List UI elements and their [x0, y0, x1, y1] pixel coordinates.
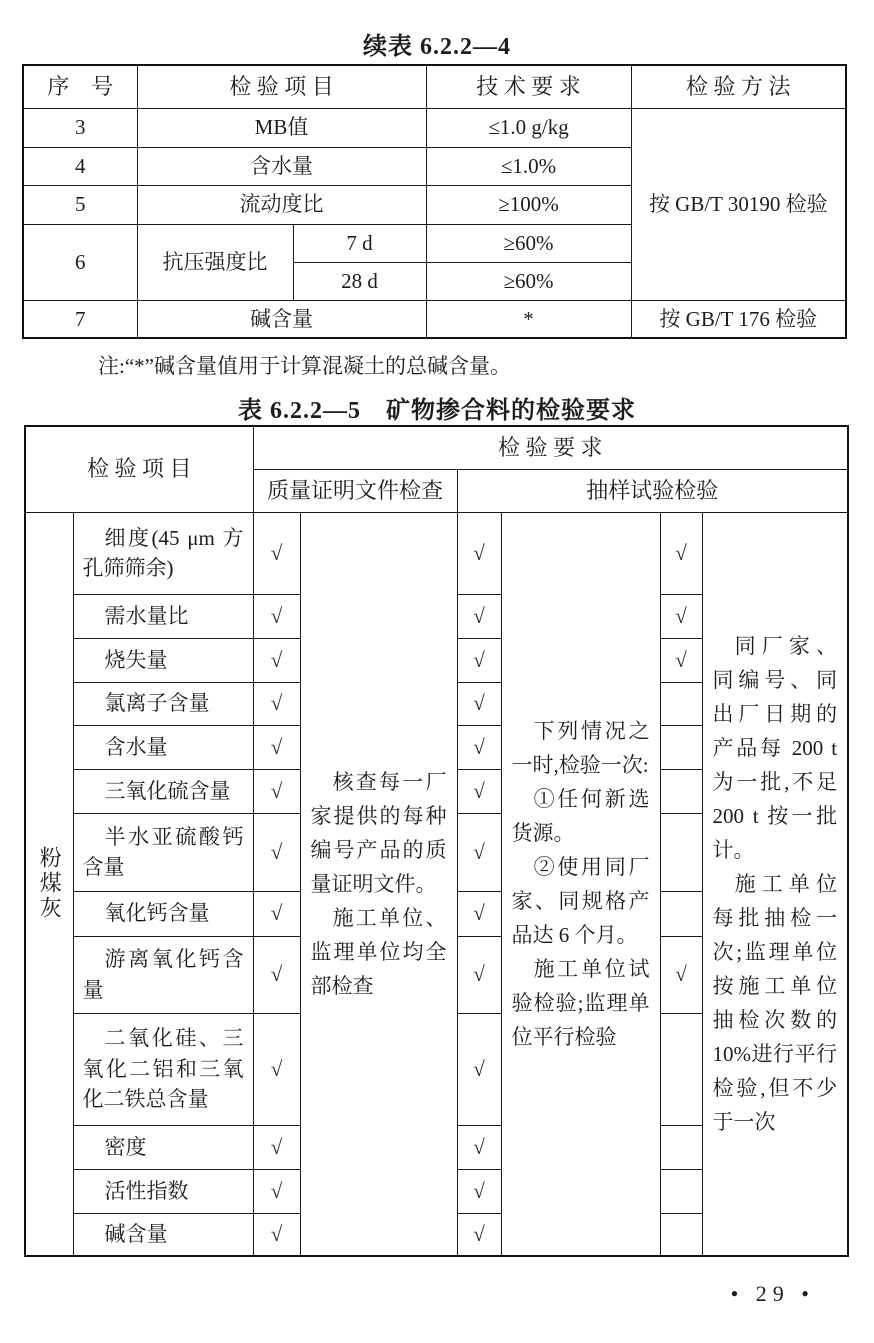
sample-check-cell: √	[457, 1013, 501, 1125]
doc-check-paragraph: 施工单位、监理单位均全部检查	[310, 905, 447, 998]
item-cell: 细度(45 μm 方孔筛筛余)	[73, 512, 253, 594]
no-cell: 7	[23, 300, 137, 338]
sample-check-cell: √	[457, 1213, 501, 1256]
table2-mineral-admixture-requirements	[24, 425, 849, 1257]
item-cell: 抗压强度比	[137, 224, 293, 300]
sample-batch-paragraph: 同厂家、同编号、同出厂日期的产品每 200 t 为一批,不足 200 t 按一批计。	[712, 633, 838, 862]
doc-check-text-cell	[300, 512, 457, 1256]
parallel-check-cell	[660, 1125, 702, 1169]
parallel-check-cell: √	[660, 594, 702, 638]
item-cell: MB值	[137, 108, 426, 147]
doc-check-cell: √	[253, 891, 300, 936]
doc-check-cell: √	[253, 682, 300, 725]
no-cell: 5	[23, 185, 137, 224]
parallel-check-cell: √	[660, 638, 702, 682]
doc-check-cell: √	[253, 769, 300, 813]
table2-header-row-1	[25, 426, 848, 469]
table-row	[25, 512, 848, 594]
req-cell: *	[426, 300, 631, 338]
item-cell: 含水量	[137, 147, 426, 185]
table1-continued-6-2-2-4	[22, 64, 847, 339]
sample-batch-text-cell	[702, 512, 848, 1256]
page-number: • 29 •	[730, 1281, 815, 1306]
method-cell: 按 GB/T 176 检验	[631, 300, 846, 338]
method-cell-merged: 按 GB/T 30190 检验	[631, 108, 846, 300]
sample-condition-paragraph: 施工单位试验检验;监理单位平行检验	[511, 956, 650, 1049]
parallel-check-cell: √	[660, 512, 702, 594]
header-requirement-col: 检 验 要 求	[253, 426, 848, 469]
sample-check-cell: √	[457, 725, 501, 769]
doc-check-cell: √	[253, 1169, 300, 1213]
doc-check-cell: √	[253, 1213, 300, 1256]
req-cell: ≥60%	[426, 224, 631, 262]
parallel-check-cell	[660, 1013, 702, 1125]
item-cell: 二氧化硅、三氧化二铝和三氧化二铁总含量	[73, 1013, 253, 1125]
item-cell: 碱含量	[73, 1213, 253, 1256]
header-item-col: 检 验 项 目	[25, 426, 253, 512]
item-cell: 含水量	[73, 725, 253, 769]
sample-condition-paragraph: ②使用同厂家、同规格产品达 6 个月。	[511, 854, 650, 947]
req-cell: ≥100%	[426, 185, 631, 224]
doc-check-cell: √	[253, 594, 300, 638]
table1-header-row	[23, 65, 846, 108]
doc-check-cell: √	[253, 1125, 300, 1169]
sample-condition-text-cell	[501, 512, 660, 1256]
item-cell: 活性指数	[73, 1169, 253, 1213]
table-row	[23, 300, 846, 338]
sample-condition-paragraph: 下列情况之一时,检验一次:	[511, 718, 650, 777]
age-cell: 28 d	[293, 262, 426, 300]
header-item: 检 验 项 目	[137, 65, 426, 108]
table-row	[23, 108, 846, 147]
doc-check-cell: √	[253, 813, 300, 891]
parallel-check-cell	[660, 769, 702, 813]
sample-check-cell: √	[457, 1169, 501, 1213]
no-cell: 6	[23, 224, 137, 300]
item-cell: 流动度比	[137, 185, 426, 224]
doc-check-paragraph: 核查每一厂家提供的每种编号产品的质量证明文件。	[310, 769, 447, 896]
parallel-check-cell	[660, 1169, 702, 1213]
item-cell: 氯离子含量	[73, 682, 253, 725]
sample-check-cell: √	[457, 512, 501, 594]
age-cell: 7 d	[293, 224, 426, 262]
item-cell: 游离氧化钙含量	[73, 936, 253, 1013]
doc-check-cell: √	[253, 725, 300, 769]
header-method: 检 验 方 法	[631, 65, 846, 108]
parallel-check-cell	[660, 1213, 702, 1256]
header-doc-check-col: 质量证明文件检查	[253, 469, 457, 512]
sample-check-cell: √	[457, 813, 501, 891]
header-sample-test-col: 抽样试验检验	[457, 469, 848, 512]
table1-note: 注:“*”碱含量值用于计算混凝土的总碱含量。	[98, 354, 511, 378]
item-cell: 碱含量	[137, 300, 426, 338]
doc-check-cell: √	[253, 512, 300, 594]
table2-title: 表 6.2.2—5 矿物掺合料的检验要求	[238, 398, 636, 424]
parallel-check-cell: √	[660, 936, 702, 1013]
req-cell: ≤1.0 g/kg	[426, 108, 631, 147]
header-requirement: 技 术 要 求	[426, 65, 631, 108]
table1-title: 续表 6.2.2—4	[363, 34, 511, 60]
item-cell: 需水量比	[73, 594, 253, 638]
item-cell: 氧化钙含量	[73, 891, 253, 936]
parallel-check-cell	[660, 813, 702, 891]
parallel-check-cell	[660, 725, 702, 769]
no-cell: 4	[23, 147, 137, 185]
req-cell: ≤1.0%	[426, 147, 631, 185]
doc-check-cell: √	[253, 638, 300, 682]
parallel-check-cell	[660, 891, 702, 936]
sample-check-cell: √	[457, 891, 501, 936]
sample-batch-paragraph: 施工单位每批抽检一次;监理单位按施工单位抽检次数的 10%进行平行检验,但不少于一次	[712, 871, 838, 1134]
header-no: 序 号	[23, 65, 137, 108]
sample-condition-paragraph: ①任何新选货源。	[511, 786, 650, 845]
item-cell: 三氧化硫含量	[73, 769, 253, 813]
doc-check-cell: √	[253, 936, 300, 1013]
no-cell: 3	[23, 108, 137, 147]
req-cell: ≥60%	[426, 262, 631, 300]
item-cell: 烧失量	[73, 638, 253, 682]
sample-check-cell: √	[457, 682, 501, 725]
item-cell: 半水亚硫酸钙含量	[73, 813, 253, 891]
sample-check-cell: √	[457, 936, 501, 1013]
item-cell: 密度	[73, 1125, 253, 1169]
sample-check-cell: √	[457, 638, 501, 682]
sample-check-cell: √	[457, 594, 501, 638]
parallel-check-cell	[660, 682, 702, 725]
doc-check-cell: √	[253, 1013, 300, 1125]
sample-check-cell: √	[457, 1125, 501, 1169]
category-cell: 粉煤灰	[25, 512, 73, 1256]
sample-check-cell: √	[457, 769, 501, 813]
